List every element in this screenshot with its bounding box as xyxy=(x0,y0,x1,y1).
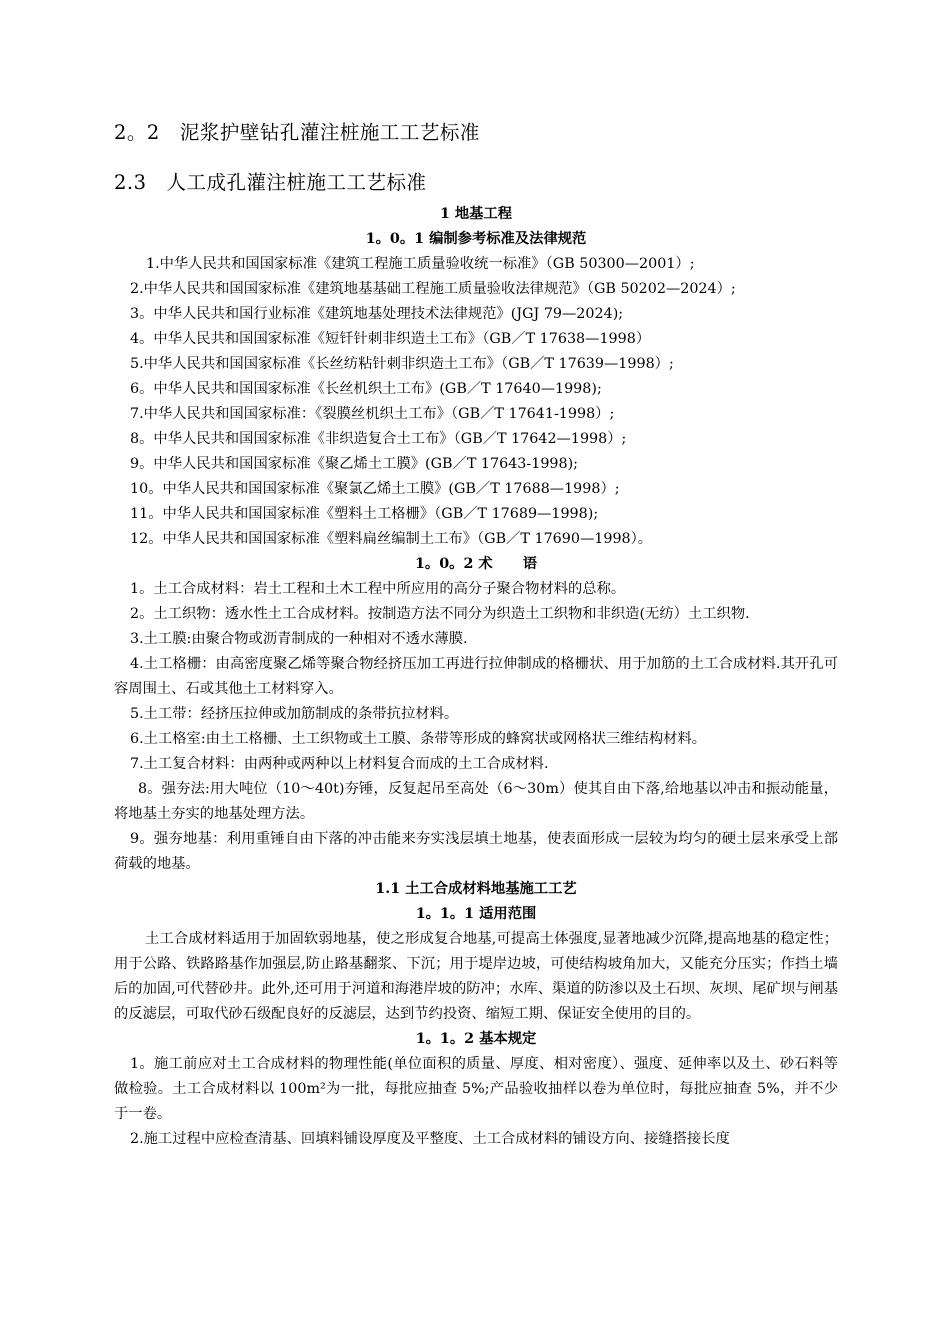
term-item-1: 1。土工合成材料：岩土工程和土木工程中所应用的高分子聚合物材料的总称。 xyxy=(130,581,626,597)
scope-title: 1。1。1 适用范围 xyxy=(415,906,537,922)
ref-item-10: 10。中华人民共和国国家标准《聚氯乙烯土工膜》(GB／T 17688—1998）; xyxy=(130,481,620,497)
term-item-3: 3.土工膜:由聚合物或沥青制成的一种相对不透水薄膜. xyxy=(130,631,468,647)
rule-item-1: 1。施工前应对土工合成材料的物理性能(单位面积的质量、厚度、相对密度）、强度、延伸率以及土、砂石料等做检验。土工合成材料以 100m²为一批，每批应抽查 5%;产品验收抽样以卷为单位时，每批应抽查 5%，并不少于一卷。 xyxy=(114,1056,838,1122)
term-item-2: 2。土工织物：透水性土工合成材料。按制造方法不同分为织造土工织物和非织造(无纺）土工织物. xyxy=(130,606,750,622)
ref-item-7: 7.中华人民共和国国家标准：《裂膜丝机织土工布》（GB／T 17641-1998）; xyxy=(130,406,615,422)
terms-title-a: 1。0。2 术 xyxy=(414,556,493,572)
term-item-4: 4.土工格栅：由高密度聚乙烯等聚合物经挤压加工再进行拉伸制成的格栅状、用于加筋的土工合成材料.其开孔可容周围土、石或其他土工材料穿入。 xyxy=(114,656,838,697)
term-item-8: 8。强夯法:用大吨位（10～40t)夯锤，反复起吊至高处（6～30m）使其自由下落,给地基以冲击和振动能量，将地基土夯实的地基处理方法。 xyxy=(114,781,838,822)
ref-item-5: 5.中华人民共和国国家标准《长丝纺粘针刺非织造土工布》（GB／T 17639—1998）; xyxy=(130,356,674,372)
ref-item-2: 2.中华人民共和国国家标准《建筑地基基础工程施工质量验收法律规范》（GB 50202—2024）; xyxy=(130,281,736,297)
rule-item-2: 2.施工过程中应检查清基、回填料铺设厚度及平整度、土工合成材料的铺设方向、接缝搭接长度 xyxy=(130,1131,730,1147)
ref-item-9: 9。中华人民共和国国家标准《聚乙烯土工膜》(GB／T 17643-1998); xyxy=(130,456,579,472)
term-item-5: 5.土工带：经挤压拉伸或加筋制成的条带抗拉材料。 xyxy=(130,706,459,722)
ref-item-1: 1.中华人民共和国国家标准《建筑工程施工质量验收统一标准》（GB 50300—2001）; xyxy=(146,256,695,272)
terms-title-b: 语 xyxy=(522,556,537,572)
ref-item-12: 12。中华人民共和国国家标准《塑料扁丝编制土工布》（GB／T 17690—1998）。 xyxy=(130,531,653,547)
section-1-1-title: 1.1 土工合成材料地基施工工艺 xyxy=(375,881,577,897)
rules-title: 1。1。2 基本规定 xyxy=(415,1031,537,1047)
term-item-7: 7.土工复合材料：由两种或两种以上材料复合而成的土工合成材料. xyxy=(130,756,549,772)
heading-2-2: 2。2 泥浆护壁钻孔灌注桩施工工艺标准 xyxy=(114,121,480,144)
ref-item-11: 11。中华人民共和国国家标准《塑料土工格栅》（GB／T 17689—1998); xyxy=(130,506,599,522)
refs-title: 1。0。1 编制参考标准及法律规范 xyxy=(365,231,587,247)
term-item-9: 9。强夯地基：利用重锤自由下落的冲击能来夯实浅层填土地基，使表面形成一层较为均匀的硬土层来承受上部荷载的地基。 xyxy=(114,831,838,872)
terms-title xyxy=(114,552,838,577)
ref-item-4: 4。中华人民共和国国家标准《短钎针刺非织造土工布》（GB／T 17638—1998） xyxy=(130,331,651,347)
heading-2-3: 2.3 人工成孔灌注桩施工工艺标准 xyxy=(114,171,427,194)
term-item-6: 6.土工格室:由土工格栅、土工织物或土工膜、条带等形成的蜂窝状或网格状三维结构材料。 xyxy=(130,731,707,747)
ref-item-3: 3。中华人民共和国行业标准《建筑地基处理技术法律规范》(JGJ 79—2024); xyxy=(130,306,624,322)
scope-paragraph: 土工合成材料适用于加固软弱地基，使之形成复合地基,可提高土体强度,显著地减少沉降,提高地基的稳定性；用于公路、铁路路基作加强层,防止路基翻浆、下沉；用于堤岸边坡，可使结构坡角加大，又能充分压实；作挡土墙后的加固,可代替砂井。此外,还可用于河道和海港岸坡的防冲；水库、渠道的防渗以及土石坝、灰坝、尾矿坝与闸基的反滤层，可取代砂石级配良好的反滤层，达到节约投资、缩短工期、保证安全使用的目的。 xyxy=(114,931,838,1022)
chapter-title: 1 地基工程 xyxy=(439,206,513,222)
ref-item-6: 6。中华人民共和国国家标准《长丝机织土工布》(GB／T 17640—1998); xyxy=(130,381,602,397)
ref-item-8: 8。中华人民共和国国家标准《非织造复合土工布》（GB／T 17642—1998）; xyxy=(130,431,627,447)
document-body xyxy=(114,202,838,1152)
